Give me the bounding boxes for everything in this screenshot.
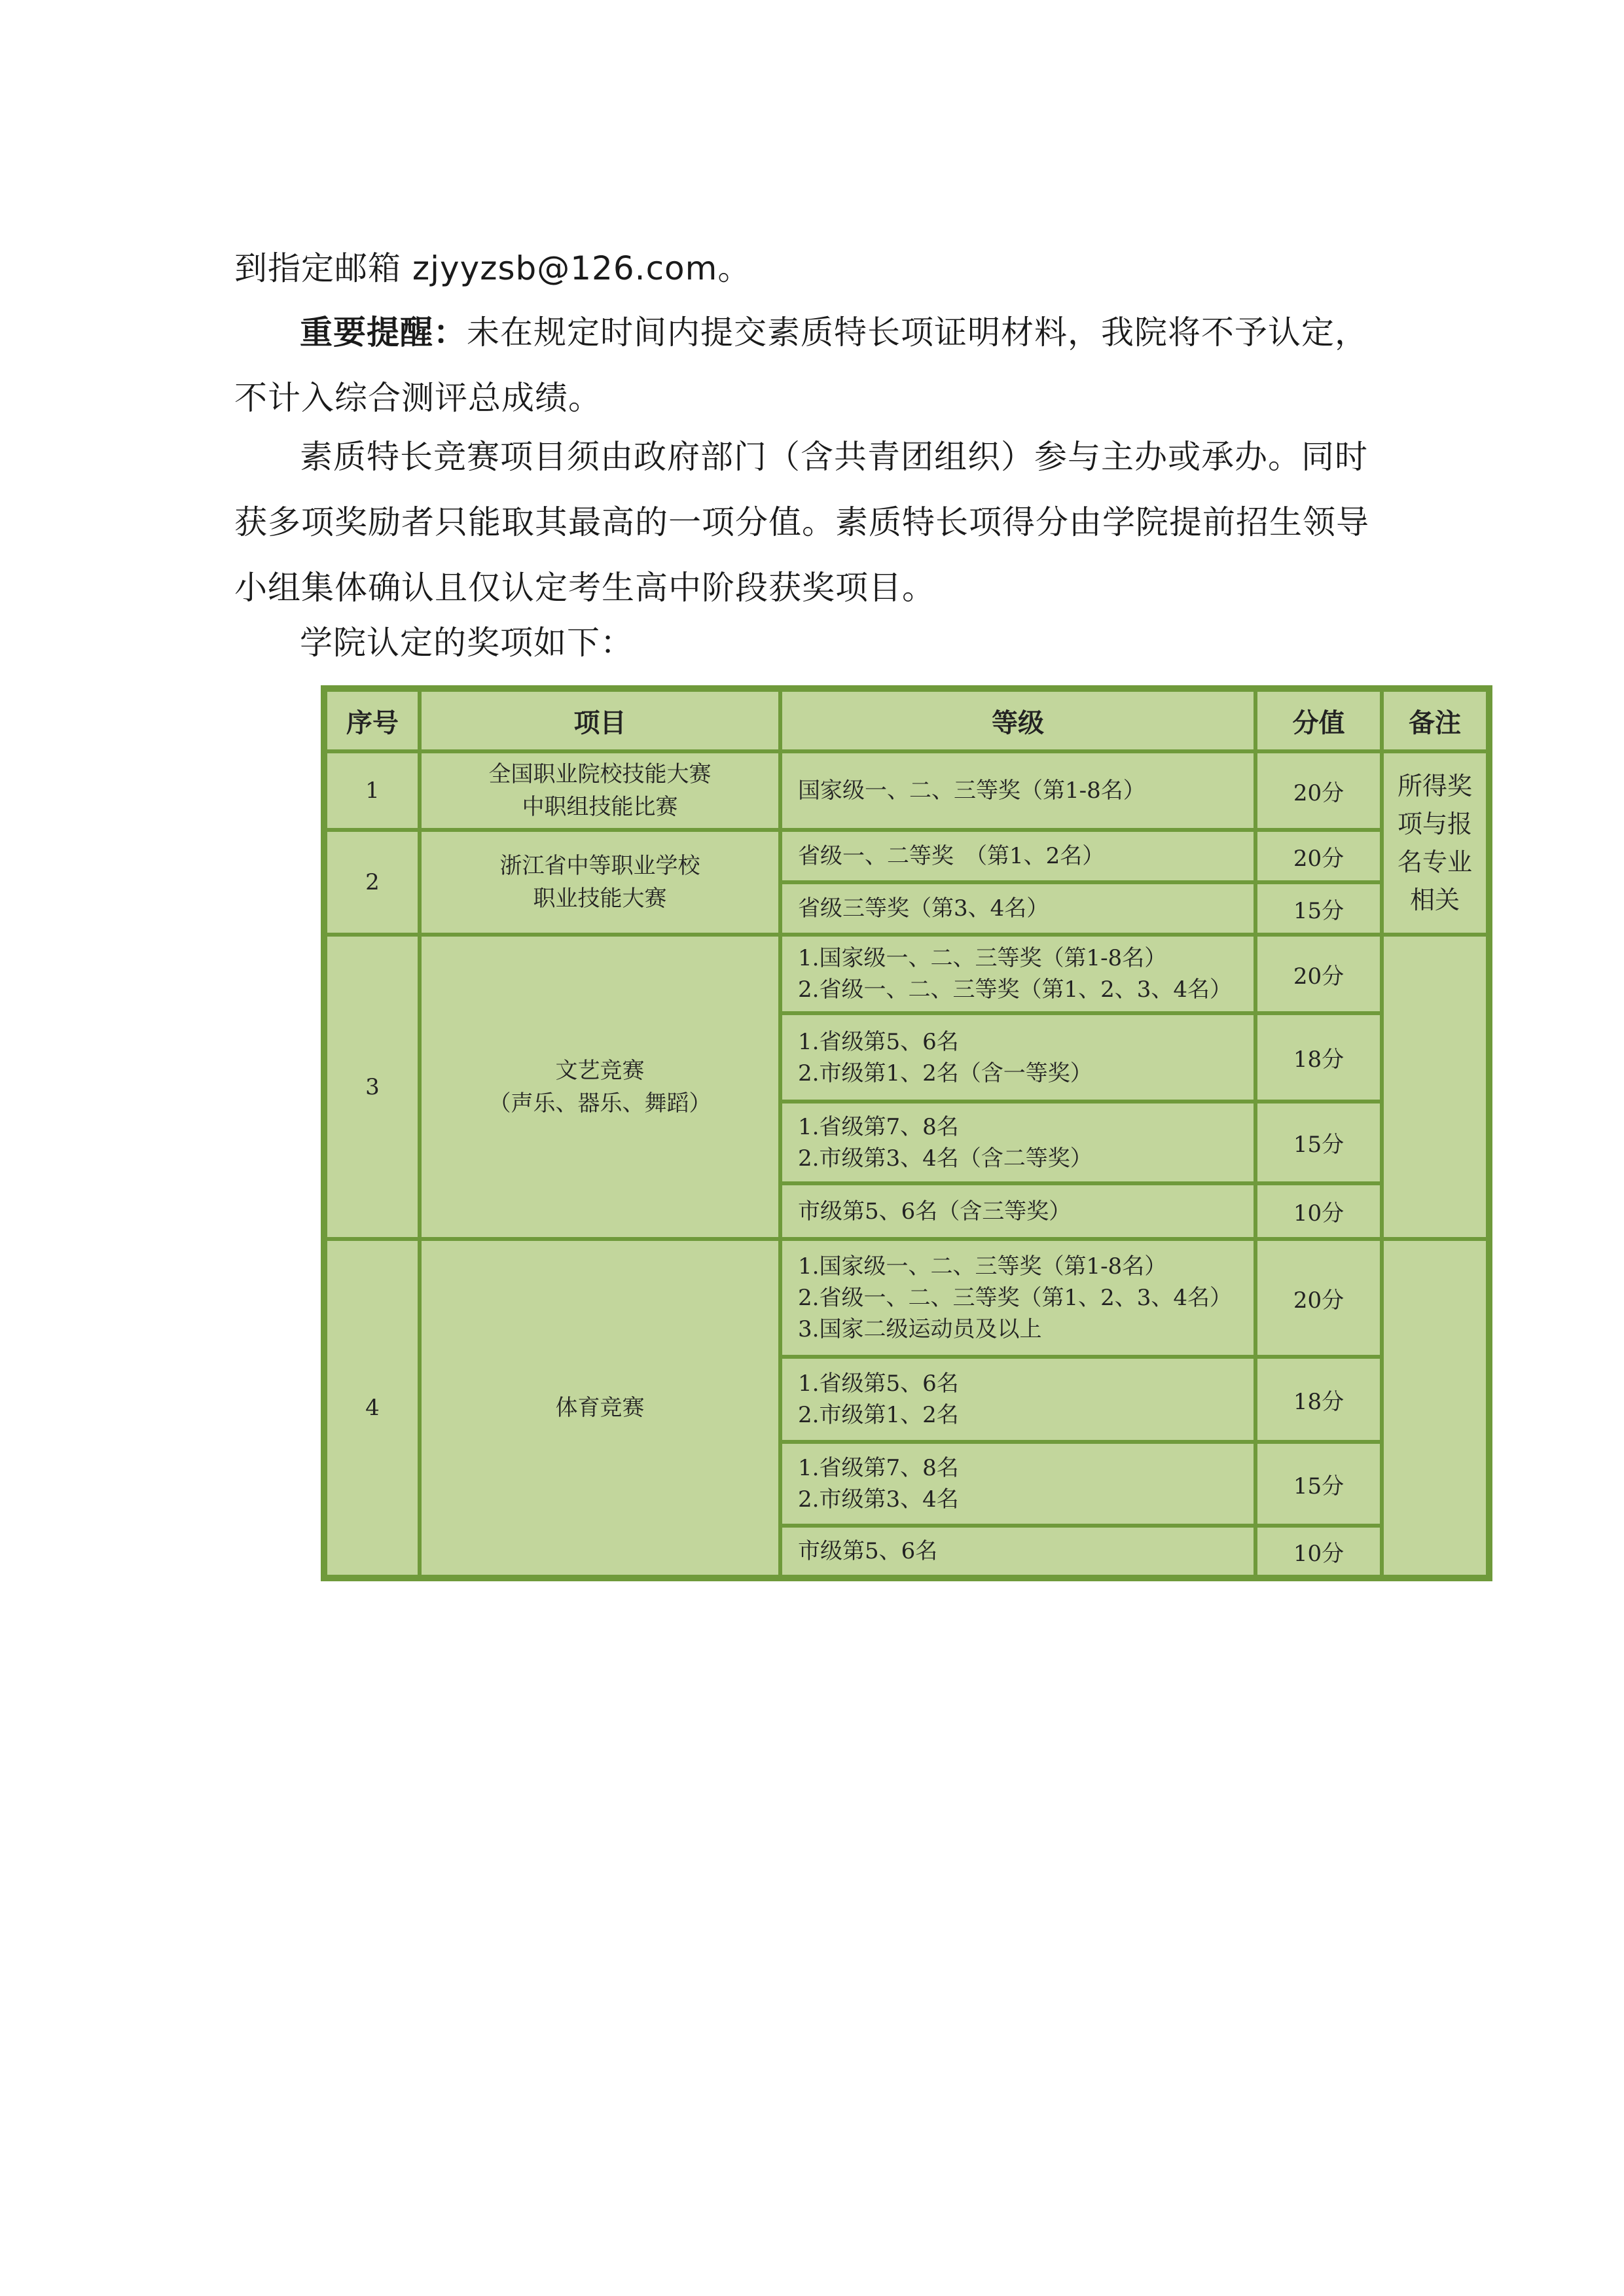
table-header-row [325,690,1488,751]
level-line: 市级第5、6名 [798,1538,938,1564]
row-score: 15分 [1255,1102,1382,1183]
row-note-empty [1382,1239,1488,1577]
item-line: 全国职业院校技能大赛 [488,761,712,787]
row-score: 20分 [1255,1239,1382,1357]
level-line: 2.省级一、二、三等奖（第1、2、3、4名） [798,1285,1232,1311]
item-line: 职业技能大赛 [533,886,667,912]
row-score: 18分 [1255,1357,1382,1442]
row-score: 20分 [1255,751,1382,830]
row-item [420,1239,780,1577]
level-line: 2.省级一、二、三等奖（第1、2、3、4名） [798,977,1232,1003]
paragraph-reminder [234,300,1386,431]
row-level [780,1013,1255,1102]
note-line: 项与报 [1397,810,1472,838]
row-level [780,1102,1255,1183]
table-row [325,1239,1488,1357]
paragraph-email: 到指定邮箱 zjyyzsb@126.com。 [234,249,751,287]
row-score: 18分 [1255,1013,1382,1102]
row-level [780,1442,1255,1526]
row-score: 20分 [1255,830,1382,882]
level-line: 1.省级第7、8名 [798,1113,959,1140]
item-line: 浙江省中等职业学校 [499,853,700,879]
note-line: 相关 [1409,886,1460,914]
header-no: 序号 [325,690,420,751]
header-level: 等级 [780,690,1255,751]
row-score: 15分 [1255,1442,1382,1526]
header-item: 项目 [420,690,780,751]
row-no: 3 [325,935,420,1239]
header-note: 备注 [1382,690,1488,751]
level-line: 2.市级第1、2名 [798,1402,959,1428]
level-line: 3.国家二级运动员及以上 [798,1316,1042,1342]
level-line: 1.省级第5、6名 [798,1028,959,1055]
table-row [325,751,1488,830]
row-level [780,1526,1255,1577]
level-line: 1.省级第7、8名 [798,1455,959,1481]
row-level [780,1183,1255,1239]
level-line: 省级一、二等奖 （第1、2名） [798,843,1105,869]
table-row [325,935,1488,1013]
row-score: 20分 [1255,935,1382,1013]
row-level [780,1239,1255,1357]
paragraph-intro: 学院认定的奖项如下： [300,624,634,662]
row-no: 2 [325,830,420,935]
level-line: 国家级一、二、三等奖（第1-8名） [798,778,1146,804]
level-line: 市级第5、6名（含三等奖） [798,1198,1072,1225]
row-level [780,751,1255,830]
item-line: （声乐、器乐、舞蹈） [488,1090,712,1117]
row-level [780,1357,1255,1442]
reminder-label: 重要提醒： [300,314,467,351]
row-note-empty [1382,935,1488,1239]
row-item [420,830,780,935]
paragraph-rules: 素质特长竞赛项目须由政府部门（含共青团组织）参与主办或承办。同时获多项奖励者只能取其最高的一项分值。素质特长项得分由学院提前招生领导小组集体确认且仅认定考生高中阶段获奖项目。 [234,438,1369,607]
row-score: 10分 [1255,1526,1382,1577]
row-item [420,935,780,1239]
note-line: 所得奖 [1397,772,1472,800]
level-line: 2.市级第3、4名 [798,1486,959,1513]
level-line: 2.市级第3、4名（含二等奖） [798,1145,1092,1172]
row-level [780,882,1255,935]
item-line: 体育竞赛 [555,1395,645,1421]
level-line: 省级三等奖（第3、4名） [798,895,1049,922]
table-row [325,830,1488,882]
row-level [780,935,1255,1013]
row-item [420,751,780,830]
row-note [1382,751,1488,935]
reminder-text: 未在规定时间内提交素质特长项证明材料，我院将不予认定，不计入综合测评总成绩。 [234,314,1368,417]
level-line: 1.省级第5、6名 [798,1371,959,1397]
item-line: 中职组技能比赛 [522,794,678,820]
row-no: 4 [325,1239,420,1577]
awards-table [321,685,1492,1581]
row-level [780,830,1255,882]
level-line: 1.国家级一、二、三等奖（第1-8名） [798,1253,1167,1280]
row-no: 1 [325,751,420,830]
row-score: 10分 [1255,1183,1382,1239]
header-score: 分值 [1255,690,1382,751]
level-line: 1.国家级一、二、三等奖（第1-8名） [798,945,1167,971]
item-line: 文艺竞赛 [555,1057,645,1084]
row-score: 15分 [1255,882,1382,935]
level-line: 2.市级第1、2名（含一等奖） [798,1060,1092,1086]
note-line: 名专业 [1397,848,1472,876]
